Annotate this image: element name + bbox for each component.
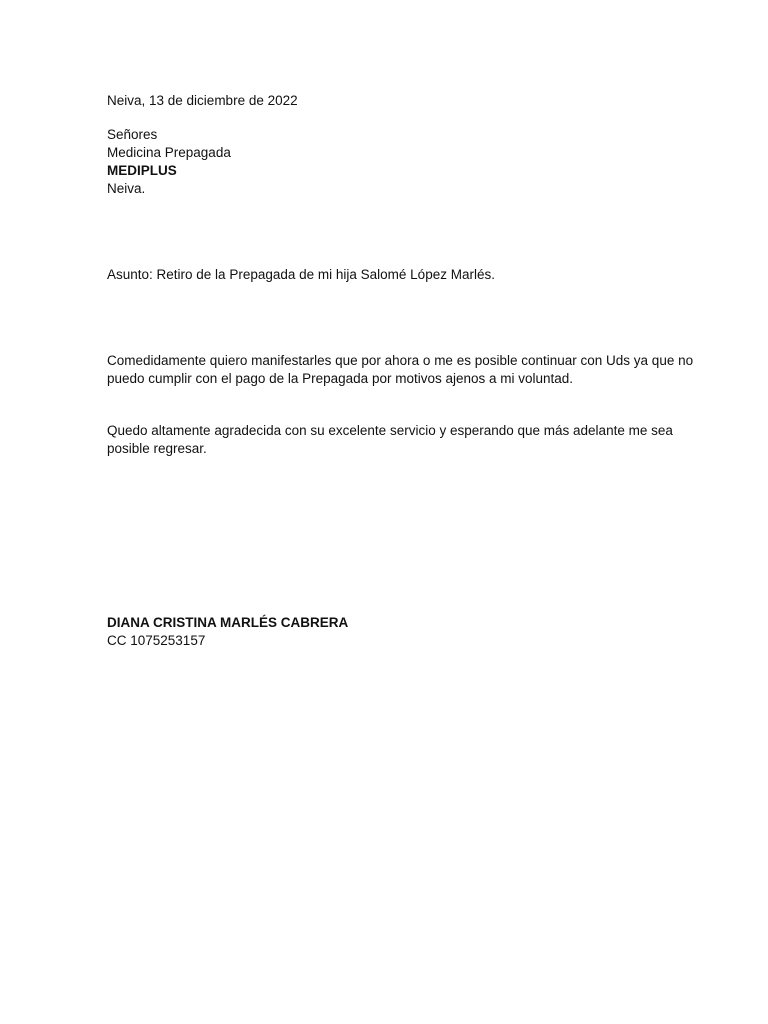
paragraph-line: puedo cumplir con el pago de la Prepagada por motivos ajenos a mi voluntad. (107, 371, 574, 386)
recipient-city: Neiva. (107, 181, 146, 196)
paragraph-line: Quedo altamente agradecida con su excelente servicio y esperando que más adelante me sea (107, 423, 673, 438)
letter-date: Neiva, 13 de diciembre de 2022 (107, 93, 298, 108)
paragraph-line: Comedidamente quiero manifestarles que por ahora o me es posible continuar con Uds ya que no (107, 353, 694, 368)
signature-name: DIANA CRISTINA MARLÉS CABRERA (107, 615, 349, 630)
recipient-line: Medicina Prepagada (107, 145, 231, 160)
recipient-company: MEDIPLUS (107, 163, 177, 178)
body-paragraph-2 (107, 422, 673, 458)
body-paragraph-1 (107, 352, 694, 388)
paragraph-line: posible regresar. (107, 441, 207, 456)
letter-subject: Asunto: Retiro de la Prepagada de mi hija Salomé López Marlés. (107, 267, 495, 282)
signature-id: CC 1075253157 (107, 633, 206, 648)
recipient-salutation: Señores (107, 127, 158, 142)
